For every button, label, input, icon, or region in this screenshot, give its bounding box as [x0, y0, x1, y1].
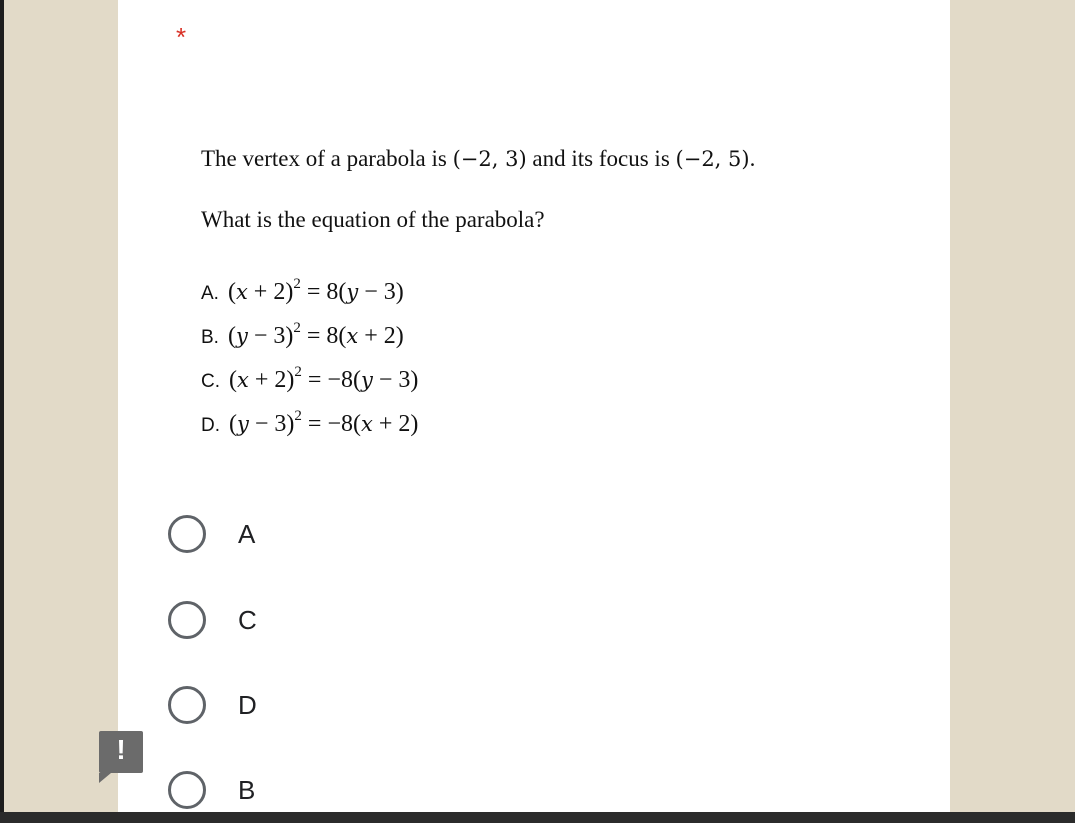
- option-letter: B.: [201, 327, 219, 348]
- radio-button[interactable]: [168, 515, 206, 553]
- stem-text-a: The vertex of a parabola is: [201, 146, 453, 171]
- vertex-coordinates: (−2, 3): [452, 147, 527, 171]
- answer-choice-c[interactable]: [168, 598, 428, 642]
- choice-label: A: [238, 518, 256, 549]
- radio-button[interactable]: [168, 686, 206, 724]
- question-stem-line-2: What is the equation of the parabola?: [201, 207, 545, 232]
- stem-period: .: [749, 146, 756, 171]
- stem-text-b: and its focus is: [526, 146, 676, 171]
- option-letter: C.: [201, 371, 220, 392]
- answer-choice-a[interactable]: [168, 512, 428, 556]
- radio-button[interactable]: [168, 771, 206, 809]
- option-equation: $(y - 3)^2 = -8(x + 2)$: [229, 408, 419, 437]
- option-row-b: [201, 320, 404, 350]
- option-row-c: [201, 364, 418, 394]
- option-letter: A.: [201, 283, 219, 304]
- focus-coordinates: (−2, 5): [675, 147, 750, 171]
- exclamation-icon: !: [116, 734, 126, 765]
- alert-icon[interactable]: [99, 731, 143, 773]
- option-equation: $(x + 2)^2 = 8(y - 3)$: [227, 276, 404, 305]
- radio-button[interactable]: [168, 601, 206, 639]
- choice-label: C: [238, 604, 257, 635]
- answer-choice-b[interactable]: [168, 768, 428, 812]
- answer-choice-d[interactable]: [168, 683, 428, 727]
- option-row-d: [201, 408, 418, 438]
- option-letter: D.: [201, 415, 220, 436]
- option-equation: $(x + 2)^2 = -8(y - 3)$: [229, 364, 419, 393]
- required-asterisk: *: [176, 22, 187, 52]
- option-equation: $(y - 3)^2 = 8(x + 2)$: [227, 320, 404, 349]
- choice-label: D: [238, 689, 257, 720]
- bottom-bar: [0, 812, 1075, 823]
- window-left-edge: [0, 0, 4, 823]
- question-stem-line-1: [201, 146, 755, 172]
- option-row-a: [201, 276, 404, 306]
- choice-label: B: [238, 774, 256, 805]
